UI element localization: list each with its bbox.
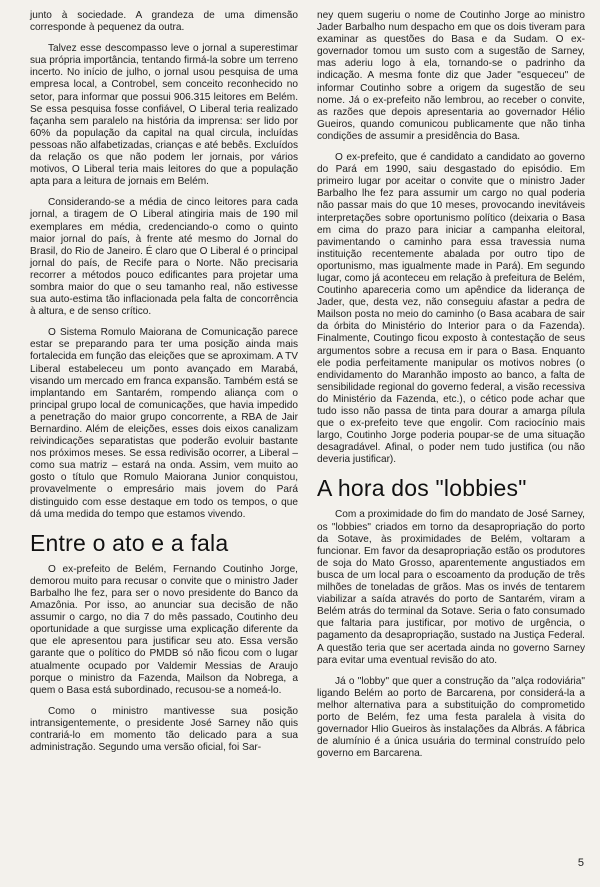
newspaper-page [30,10,584,870]
paragraph: Já o "lobby" que quer a construção da "alça rodoviária" ligando Belém ao porto de Barcarena, por considerá-la a melhor alternativa para a substituição do comprometido porto de Belém, fez uma festa paralela à visita do governador Hlio Gueiros às instalações da Albrás. A fábrica de alumínio é a única usuária do terminal construído pelo governo em Barcarena. [317,675,585,760]
paragraph: Com a proximidade do fim do mandato de José Sarney, os "lobbies" criados em torno da desapropriação do porto da Sotave, às proximidades de Belém, voltaram a funcionar. Em favor da desapropriação estão os produtores de soja do Mato Grosso, aparentemente angustiados em busca de um local para o escoamento da produção de três milhões de toneladas de grãos. Mas os invés de tentarem viabilizar a saída através do porto de Santarém, viram a Belém atrás do terminal da Sotave. Seria o fato consumado que faltaria para justificar, por motivo de urgência, o pagamento da desapropriação, sustado na Justiça Federal. A questão teria que ser acertada ainda no governo Sarney para evitar uma eventual revisão do ato. [317,509,585,666]
section-heading: A hora dos "lobbies" [317,475,527,502]
right-column [317,10,585,769]
paragraph: ney quem sugeriu o nome de Coutinho Jorge ao ministro Jader Barbalho num despacho em que os dois tiveram para examinar as questões do Basa e da Sudam. O ex-governador tomou um susto com a sugestão de Sarney, mas aderiu logo à ela, tornando-se o padrinho da indicação. A mesma fonte diz que Jader "esqueceu" de informar Coutinho sobre a origem da sugestão de seu nome. Já o ex-prefeito não lembrou, ao receber o convite, as razões que depois apresentaria ao governador Hélio Gueiros, quando comunicou publicamente que não tinha condições de assumir a presidência do Basa. [317,10,585,142]
section-heading: Entre o ato e a fala [30,529,229,556]
paragraph: junto à sociedade. A grandeza de uma dimensão corresponde à pequenez da outra. [30,10,298,34]
paragraph: Considerando-se a média de cinco leitores para cada jornal, a tiragem de O Liberal atingiria mais de 190 mil exemplares em média, credenciando-o como o quinto maior jornal do país, à frente até mesmo do Jornal do Brasil, do Rio de Janeiro. É claro que O Liberal é o principal jornal do país, de Recife para o Norte. Não precisaria recorrer a métodos pouco edificantes para projetar uma sombra maior do que o seu tamanho real, não estivesse sua auto-estima tão inflacionada pela falta de concorrência à altura, e de senso crítico. [30,197,298,318]
paragraph: O Sistema Romulo Maiorana de Comunicação parece estar se preparando para ter uma posição ainda mais fortalecida em função das eleições que se aproximam. A TV Liberal estabeleceu um ponto avançado em Marabá, visando um mercado em franca expansão. Também está se implantando em Santarém, rompendo aliança com o principal grupo local de comunicações, que havia impedido a penetração do maior grupo concorrente, a RBA de Jair Bernardino. Além de eleições, esses dois eixos canalizam reivindicações separatistas que poderão evoluir bastante nos próximos meses. Se essa redivisão ocorrer, a Liberal – como sua matriz – estará na onda. Assim, vem muito ao gosto o título que Romulo Maiorana Junior conquistou, provavelmente o empresário mais jovem do Pará distinguido com esse destaque em todo os tempos, o que dá uma medida do tempo que estamos vivendo. [30,327,299,520]
paragraph: Talvez esse descompasso leve o jornal a superestimar sua própria importância, tentando firmá-la sobre um terreno incerto. No início de julho, o jornal usou pesquisa de uma empresa local, a Controbel, sem conceito reconhecido no setor, para informar que possui 906.315 leitores em Belém. Se essa pesquisa fosse confiável, O Liberal teria realizado façanha sem paralelo na história da imprensa: ser lido por 60% da população da capital na qual circula, incluídas pessoas não alfabetizadas, crianças e até bebês. Excluídos da relação os que não podem ler jornais, por vários motivos, O Liberal teria mais leitores do que a população apta para a leitura de jornais em Belém. [30,43,298,188]
paragraph: Como o ministro mantivesse sua posição intransigentemente, o presidente José Sarney não quis contrariá-lo em momento tão delicado para a sua administração. Segundo uma versão oficial, foi Sar- [30,705,298,754]
left-column [30,10,298,763]
page-number: 5 [577,857,584,869]
paragraph: O ex-prefeito, que é candidato a candidato ao governo do Pará em 1990, saiu desgastado do episódio. Em primeiro lugar por aceitar o convite que o ministro Jader Barbalho lhe fez para assumir um cargo no qual poderia não passar mais do que 10 meses, provocando inevitáveis interpretações sobre oportunismo político (deixaria o Basa em cima do prazo para iniciar a campanha eleitoral, pavimentando o caminho para essa travessia numa instituição recentemente abalada por outro tipo de oportunismo, mas igualmente made in Pará). Em segundo lugar, como já aconteceu em relação à prefeitura de Belém, Coutinho apareceria como um apêndice da liderança de Jader, que, desta vez, não conseguiu afastar a pedra de Mailson posta no meio do caminho (o Basa acabara de sair da órbita do Ministério do Interior para o da Fazenda). Finalmente, Coutingo ficou exposto à contestação de seus argumentos sobre a recusa em ir para o Basa. Enquanto ele podia perfeitamente manipular os motivos nobres (o endividamento do Maranhão imposto ao banco, a falta de sensibilidade regional do governo federal, a visão recessiva do Ministério da Fazenda, etc.), o cético pode achar que tudo isso não passa de tinta para dourar a amarga pílula que o ex-prefeito teve que engolir. Com raciocínio mais largo, Coutinho Jorge poderia poupar-se de uma situação desagradável. Afinal, o poder nem tudo justifica (ou não deveria justificar). [317,152,585,466]
paragraph: O ex-prefeito de Belém, Fernando Coutinho Jorge, demorou muito para recusar o convite que o ministro Jader Barbalho lhe fez, para ser o novo presidente do Banco da Amazônia. Por isso, ao anunciar sua decisão de não assumir o cargo, no dia 7 do mês passado, Coutinho deu oportunidade a que surgisse uma explicação diferente da que ele apresentou para justificar seu ato. Essa versão garante que o político do PMDB só não ficou com o lugar atualmente ocupado por Valdemir Messias de Araujo porque o ministro da Fazenda, Mailson da Nobrega, a quem o Basa está subordinado, recusou-se a nomeá-lo. [30,563,298,696]
